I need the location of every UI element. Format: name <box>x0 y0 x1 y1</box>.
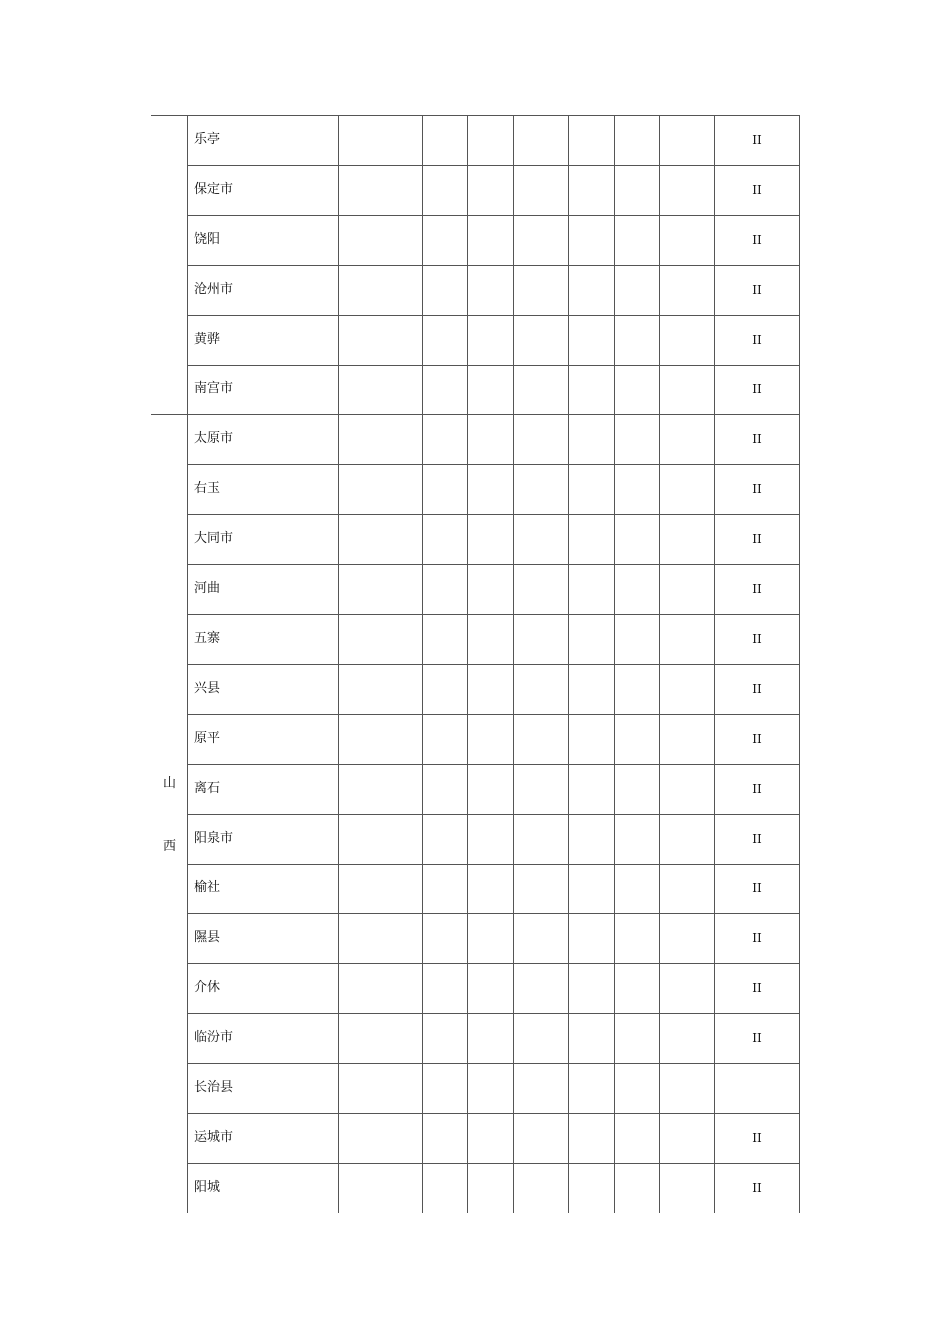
city-name: 原平 <box>194 730 221 746</box>
climate-grade: II <box>752 232 762 247</box>
row-border <box>187 764 799 765</box>
city-name: 保定市 <box>194 181 234 197</box>
row-border <box>187 1163 799 1164</box>
climate-grade: II <box>752 1130 762 1145</box>
city-name: 五寨 <box>194 630 221 646</box>
city-name: 临汾市 <box>194 1030 234 1046</box>
column-border <box>799 115 800 1213</box>
row-border <box>187 814 799 815</box>
row-border <box>187 913 799 914</box>
row-border <box>187 514 799 515</box>
city-name: 长治县 <box>194 1080 234 1096</box>
climate-grade: II <box>752 881 762 896</box>
column-border <box>422 115 423 1213</box>
climate-grade: II <box>752 382 762 397</box>
climate-grade: II <box>752 582 762 597</box>
city-name: 隰县 <box>194 930 221 946</box>
row-border <box>187 1063 799 1064</box>
climate-grade: II <box>752 781 762 796</box>
city-name: 离石 <box>194 780 221 796</box>
climate-grade: II <box>752 282 762 297</box>
climate-grade: II <box>752 332 762 347</box>
climate-grade: II <box>752 182 762 197</box>
climate-grade: II <box>752 731 762 746</box>
city-name: 河曲 <box>194 581 221 597</box>
city-name: 大同市 <box>194 531 234 547</box>
row-border <box>187 464 799 465</box>
row-border <box>187 564 799 565</box>
climate-grade: II <box>752 931 762 946</box>
city-name: 南宫市 <box>194 381 234 397</box>
city-name: 太原市 <box>194 431 234 447</box>
row-border <box>187 714 799 715</box>
column-border <box>513 115 514 1213</box>
group-border <box>151 414 799 415</box>
climate-grade: II <box>752 532 762 547</box>
row-border <box>187 864 799 865</box>
province-label-char: 山 <box>162 776 176 791</box>
city-name: 黄骅 <box>194 331 221 347</box>
row-border <box>187 1113 799 1114</box>
column-border <box>338 115 339 1213</box>
city-name: 运城市 <box>194 1129 234 1145</box>
climate-grade: II <box>752 981 762 996</box>
row-border <box>187 365 799 366</box>
climate-grade: II <box>752 831 762 846</box>
column-border <box>614 115 615 1213</box>
column-border <box>187 115 188 1213</box>
city-name: 饶阳 <box>194 231 221 247</box>
city-name: 介休 <box>194 980 221 996</box>
row-border <box>187 265 799 266</box>
row-border <box>187 963 799 964</box>
climate-grade: II <box>752 132 762 147</box>
city-name: 阳泉市 <box>194 830 234 846</box>
city-name: 榆社 <box>194 880 221 896</box>
city-name: 兴县 <box>194 680 221 696</box>
city-name: 沧州市 <box>194 281 234 297</box>
row-border <box>187 315 799 316</box>
column-border <box>714 115 715 1213</box>
city-name: 乐亭 <box>194 131 221 147</box>
city-name: 右玉 <box>194 481 221 497</box>
climate-grade: II <box>752 681 762 696</box>
column-border <box>467 115 468 1213</box>
row-border <box>187 1013 799 1014</box>
column-border <box>568 115 569 1213</box>
row-border <box>187 215 799 216</box>
group-border <box>151 115 799 116</box>
climate-grade: II <box>752 432 762 447</box>
climate-grade: II <box>752 631 762 646</box>
province-label-char: 西 <box>162 839 176 854</box>
climate-grade: II <box>752 482 762 497</box>
row-border <box>187 165 799 166</box>
column-border <box>659 115 660 1213</box>
climate-grade: II <box>752 1031 762 1046</box>
row-border <box>187 614 799 615</box>
row-border <box>187 664 799 665</box>
city-name: 阳城 <box>194 1179 221 1195</box>
climate-grade: II <box>752 1180 762 1195</box>
